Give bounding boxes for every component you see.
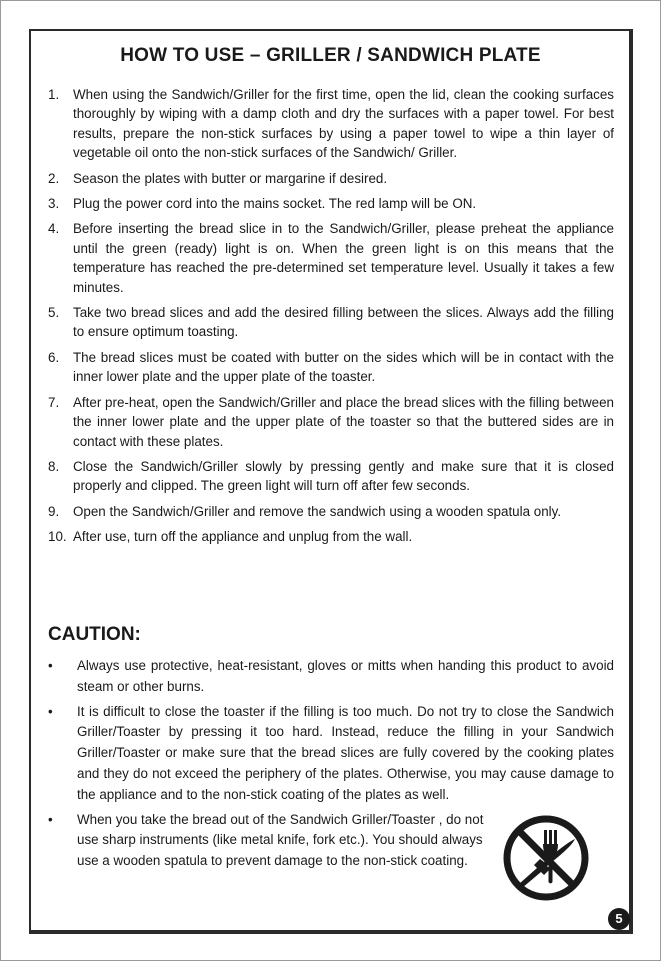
list-item [48, 702, 614, 806]
step-number: 7. [48, 394, 60, 410]
caution-heading: CAUTION: [48, 624, 141, 645]
list-item [48, 219, 614, 297]
list-item [48, 348, 614, 387]
page-title: HOW TO USE – GRILLER / SANDWICH PLATE [120, 45, 541, 66]
step-number: 5. [48, 305, 60, 321]
step-text: After pre-heat, open the Sandwich/Griller and place the bread slices with the filling between the inner lower plate and the upper plate of the toaster so that the buttered sides are in contact with these plates. [73, 394, 614, 449]
list-item [48, 502, 614, 521]
instruction-list [48, 85, 614, 553]
bullet: • [48, 658, 53, 673]
no-knife-fork-icon [500, 812, 592, 904]
step-number: 10. [48, 529, 67, 545]
list-item [48, 656, 614, 698]
caution-text: Always use protective, heat-resistant, gloves or mitts when handing this product to avoid steam or other burns. [77, 658, 614, 694]
caution-text: It is difficult to close the toaster if the filling is too much. Do not try to close the Sandwich Griller/Toaster by pressing it too hard. Instead, reduce the filling in your Sandwich Griller/Toaster or make sure that the bread slices are fully covered by the cooking plates and they do not exceed the periphery of the plates. Otherwise, you may cause damage to the appliance and to the non-stick coating of the plates as well. [77, 703, 614, 802]
step-text: When using the Sandwich/Griller for the first time, open the lid, clean the cooking surfaces thoroughly by wiping with a damp cloth and dry the surfaces with a paper towel. For best results, prepare the non-stick surfaces by using a paper towel to wipe a thin layer of vegetable oil onto the non-stick surfaces of the Sandwich/ Griller. [73, 87, 614, 161]
bullet: • [48, 811, 53, 827]
step-number: 3. [48, 196, 60, 212]
list-item [48, 85, 614, 163]
page-number: 5 [608, 908, 630, 930]
step-text: Take two bread slices and add the desired filling between the slices. Always add the filling to ensure optimum toasting. [73, 305, 614, 340]
step-text: The bread slices must be coated with butter on the sides which will be in contact with the inner lower plate and the upper plate of the toaster. [73, 349, 614, 385]
step-number: 1. [48, 87, 60, 102]
step-text: Season the plates with butter or margarine if desired. [73, 170, 388, 186]
step-number: 9. [48, 503, 60, 519]
list-item [48, 527, 614, 546]
step-text: After use, turn off the appliance and unplug from the wall. [73, 529, 413, 545]
list-item [48, 457, 614, 496]
step-number: 8. [48, 458, 60, 474]
list-item [48, 194, 614, 213]
step-text: Plug the power cord into the mains socket. The red lamp will be ON. [73, 196, 477, 212]
list-item [48, 393, 614, 451]
list-item [48, 303, 614, 342]
list-item [48, 169, 614, 188]
step-text: Open the Sandwich/Griller and remove the sandwich using a wooden spatula only. [73, 503, 562, 519]
step-number: 6. [48, 349, 60, 365]
caution-text: When you take the bread out of the Sandwich Griller/Toaster , do not use sharp instruments (like metal knife, fork etc.). You should always use a wooden spatula to prevent damage to the non-stick coating. [77, 811, 484, 869]
step-text: Close the Sandwich/Griller slowly by pressing gently and make sure that it is closed properly and clipped. The green light will turn off after few seconds. [73, 458, 614, 494]
step-number: 2. [48, 170, 60, 186]
step-text: Before inserting the bread slice in to the Sandwich/Griller, please preheat the appliance until the green (ready) light is on. When the green light is on this means that the temperature has reached the pre-determined set temperature level. Usually it takes a few minutes. [73, 221, 614, 295]
bullet: • [48, 703, 53, 719]
step-number: 4. [48, 221, 60, 237]
